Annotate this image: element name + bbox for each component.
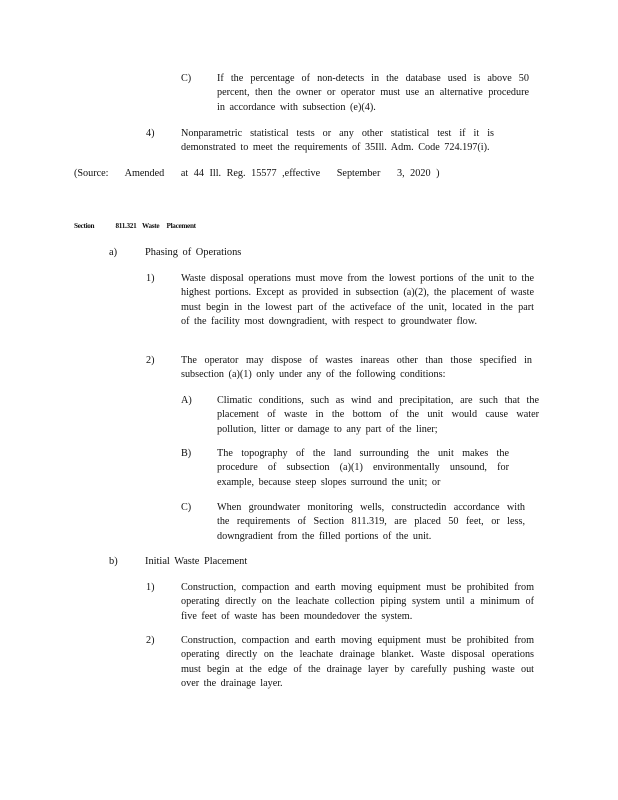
- section-title-1: Waste: [142, 222, 160, 230]
- item-text: The topography of the land surrounding the unit makes the procedure of subsection (a)(1) environmentally unsound, for example, because steep slopes surround the unit; or: [217, 448, 509, 488]
- item-label: C): [181, 73, 192, 84]
- section-title-2: Placement: [166, 222, 196, 230]
- list-item: [146, 581, 534, 624]
- item-text: Construction, compaction and earth moving equipment must be prohibited from operating directly on the leachate collection piping system until a minimum of five feet of waste has been moundedover the system.: [181, 582, 534, 622]
- item-text: Climatic conditions, such as wind and precipitation, are such that the placement of waste in the bottom of the unit would cause water pollution, litter or damage to any part of the liner;: [217, 395, 539, 435]
- item-text: Waste disposal operations must move from the lowest portions of the unit to the highest portions. Except as provided in subsection (a)(2), the placement of waste must begin in the lowest part of the activeface of the unit, located in the part of the facility most downgradient, with respect to groundwater flow.: [181, 273, 534, 328]
- subsection-label: b): [109, 556, 118, 567]
- list-item: [146, 634, 534, 692]
- item-label: 2): [146, 635, 155, 646]
- subsection-label: a): [109, 247, 118, 258]
- section-number: 811.321: [115, 222, 137, 230]
- subsection-heading: [109, 555, 247, 569]
- list-item: [181, 447, 509, 490]
- subsection-title: Initial Waste Placement: [145, 556, 248, 567]
- item-label: 1): [146, 273, 155, 284]
- section-heading: [74, 222, 196, 230]
- section-word: Section: [74, 222, 95, 230]
- item-text: Nonparametric statistical tests or any other statistical test if it is demonstrated to meet the requirements of 35Ill. Adm. Code 724.197(i).: [181, 128, 494, 154]
- list-item: [181, 501, 525, 544]
- item-label: 2): [146, 355, 155, 366]
- item-text: The operator may dispose of wastes inareas other than those specified in subsection (a)(1) only under any of the following conditions:: [181, 355, 532, 381]
- list-item: [146, 272, 534, 330]
- item-label: 4): [146, 128, 155, 139]
- list-item: [146, 127, 494, 156]
- item-label: 1): [146, 582, 155, 593]
- item-label: A): [181, 395, 192, 406]
- source-note: (Source: Amended at 44 Ill. Reg. 15577 ,effective September 3, 2020 ): [74, 168, 440, 179]
- item-text: Construction, compaction and earth moving equipment must be prohibited from operating directly on the leachate drainage blanket. Waste disposal operations must begin at the edge of the drainage layer by carefully pushing waste out over the drainage layer.: [181, 635, 534, 690]
- list-item: [146, 354, 532, 383]
- list-item: [181, 394, 539, 437]
- item-label: B): [181, 448, 192, 459]
- list-item: [181, 72, 529, 115]
- subsection-heading: [109, 246, 241, 260]
- item-label: C): [181, 502, 192, 513]
- item-text: When groundwater monitoring wells, constructedin accordance with the requirements of Section 811.319, are placed 50 feet, or less, downgradient from the filled portions of the unit.: [217, 502, 525, 542]
- subsection-title: Phasing of Operations: [145, 247, 242, 258]
- item-text: If the percentage of non-detects in the database used is above 50 percent, then the owner or operator must use an alternative procedure in accordance with subsection (e)(4).: [217, 73, 529, 113]
